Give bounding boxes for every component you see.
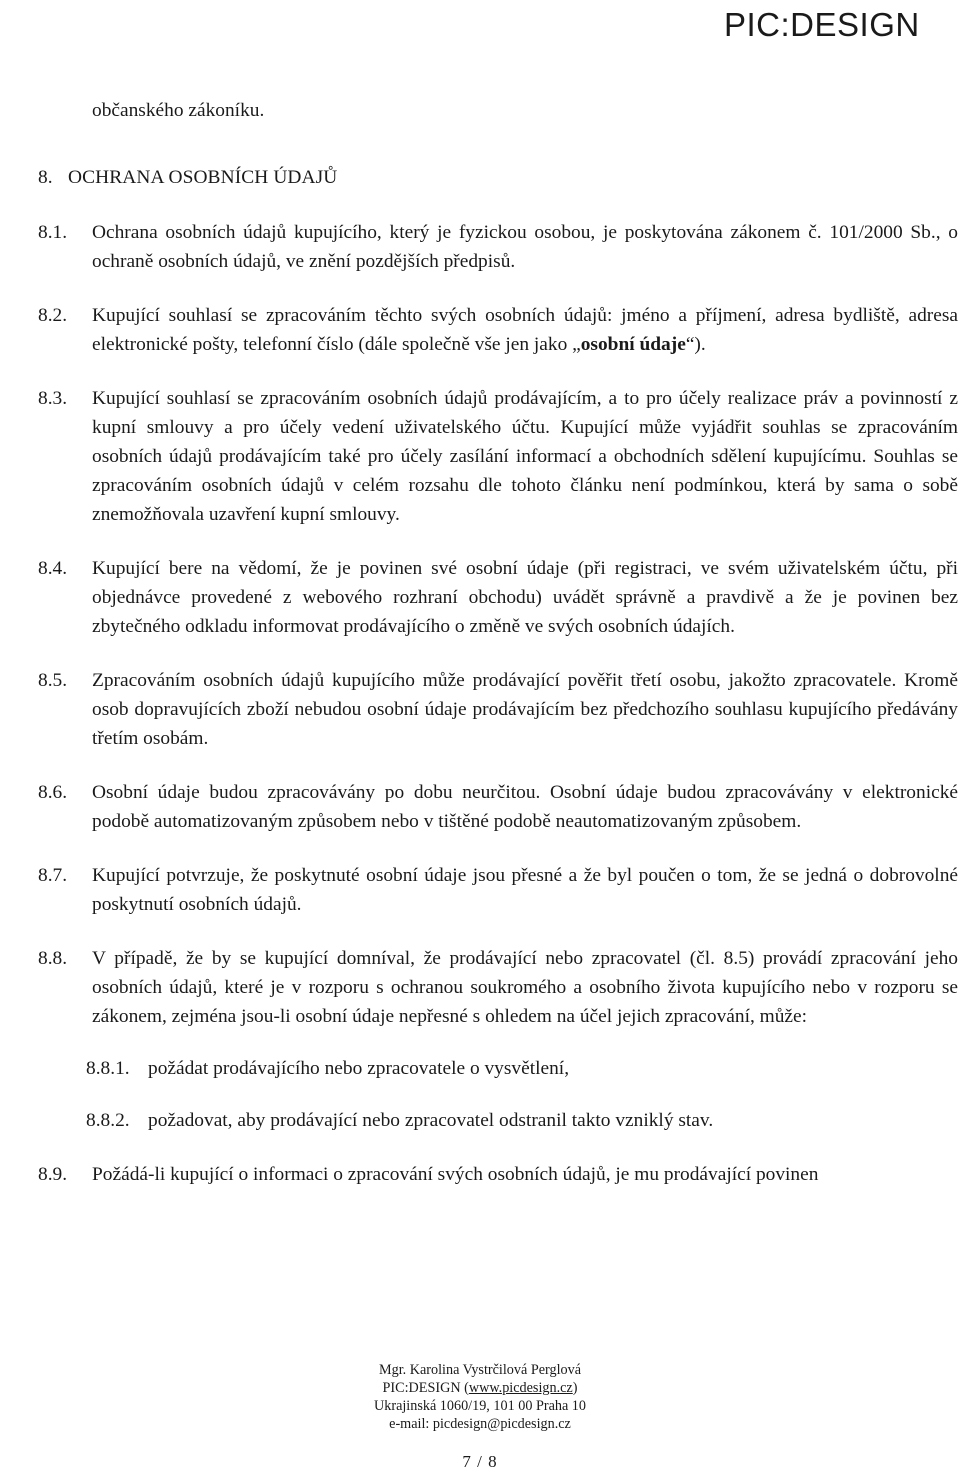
clause-text: Kupující bere na vědomí, že je povinen své osobní údaje (při registraci, ve svém uživatelském účtu, při objednávce provedené z webového rozhraní obchodu) uvádět správně a pravdivě a že je povinen bez zbytečného odkladu informovat prodávajícího o změně ve svých osobních údajích. [92, 558, 958, 637]
continuation-text: občanského zákoníku. [92, 100, 265, 121]
clause-8-2 [38, 301, 958, 359]
clause-text: Zpracováním osobních údajů kupujícího může prodávající pověřit třetí osobu, jakožto zpracovatele. Kromě osob dopravujících zboží nebudou osobní údaje prodávajícím bez předchozího souhlasu kupujícího předávány třetím osobám. [92, 670, 958, 749]
page-number: 7 / 8 [462, 1452, 498, 1471]
clause-8-1 [38, 218, 958, 276]
footer-email: e-mail: picdesign@picdesign.cz [389, 1416, 571, 1432]
subclause-text: požádat prodávajícího nebo zpracovatele o vysvětlení, [148, 1058, 570, 1079]
clause-text: Požádá-li kupující o informaci o zpracování svých osobních údajů, je mu prodávající povinen [92, 1164, 819, 1185]
footer-company [280, 1379, 680, 1397]
section-heading [38, 163, 958, 192]
clause-text: Osobní údaje budou zpracovávány po dobu neurčitou. Osobní údaje budou zpracovávány v elektronické podobě automatizovaným způsobem nebo v tištěné podobě neautomatizovaným způsobem. [92, 782, 958, 832]
footer-company-prefix: PIC:DESIGN ( [382, 1380, 469, 1396]
clause-8-5 [38, 666, 958, 753]
defined-term: osobní údaje [580, 334, 686, 355]
footer-company-suffix: ) [572, 1380, 578, 1396]
clause-8-9 [38, 1160, 958, 1189]
subclause-8-8-1 [86, 1054, 958, 1083]
clause-8-4 [38, 554, 958, 641]
clause-text: Kupující potvrzuje, že poskytnuté osobní údaje jsou přesné a že byl poučen o tom, že se jedná o dobrovolné poskytnutí osobních údajů. [92, 865, 958, 915]
clause-text: Ochrana osobních údajů kupujícího, který je fyzickou osobou, je poskytována zákonem č. 101/2000 Sb., o ochraně osobních údajů, ve znění pozdějších předpisů. [92, 222, 958, 272]
clause-number: 8.7. [38, 865, 68, 886]
company-logo: PIC:DESIGN [724, 6, 920, 43]
clause-number: 8.1. [38, 222, 68, 243]
clause-number: 8.2. [38, 305, 68, 326]
clause-8-3 [38, 384, 958, 529]
clause-8-7 [38, 861, 958, 919]
section-title: OCHRANA OSOBNÍCH ÚDAJŮ [68, 167, 338, 188]
page-footer [280, 1361, 680, 1433]
clause-text: Kupující souhlasí se zpracováním osobních údajů prodávajícím, a to pro účely realizace práv a povinností z kupní smlouvy a pro účely vedení uživatelského účtu. Kupující může vyjádřit souhlas se zpracováním osobních údajů prodávajícím také pro účely zasílání informací a obchodních sdělení kupujícímu. Souhlas se zpracováním osobních údajů v celém rozsahu dle tohoto článku není podmínkou, která by sama o sobě znemožňovala uzavření kupní smlouvy. [92, 388, 958, 525]
clause-text: V případě, že by se kupující domníval, že prodávající nebo zpracovatel (čl. 8.5) provádí zpracování jeho osobních údajů, které je v rozporu s ochranou soukromého a osobního života kupujícího nebo v rozporu se zákonem, zejména jsou-li osobní údaje nepřesné s ohledem na účel jejich zpracování, může: [92, 948, 958, 1027]
clause-text-start: Kupující souhlasí se zpracováním těchto svých osobních údajů: jméno a příjmení, adresa bydliště, adresa elektronické pošty, telefonní číslo (dále společně vše jen jako „ [92, 305, 958, 355]
document-body [38, 96, 958, 1189]
subclause-number: 8.8.2. [86, 1110, 130, 1131]
subclause-number: 8.8.1. [86, 1058, 130, 1079]
subclause-text: požadovat, aby prodávající nebo zpracovatel odstranil takto vzniklý stav. [148, 1110, 714, 1131]
footer-address: Ukrajinská 1060/19, 101 00 Praha 10 [374, 1398, 586, 1414]
clause-number: 8.4. [38, 558, 68, 579]
footer-name: Mgr. Karolina Vystrčilová Perglová [378, 1362, 581, 1378]
clause-number: 8.8. [38, 948, 68, 969]
clause-8-6 [38, 778, 958, 836]
clause-number: 8.3. [38, 388, 68, 409]
clause-text-end: “). [685, 334, 706, 355]
section-number: 8. [38, 167, 53, 188]
clause-text [92, 301, 958, 359]
clause-8-8 [38, 944, 958, 1031]
clause-number: 8.9. [38, 1164, 68, 1185]
clause-number: 8.5. [38, 670, 68, 691]
website-link[interactable]: www.picdesign.cz [468, 1380, 573, 1396]
clause-number: 8.6. [38, 782, 68, 803]
subclause-8-8-2 [86, 1106, 958, 1135]
